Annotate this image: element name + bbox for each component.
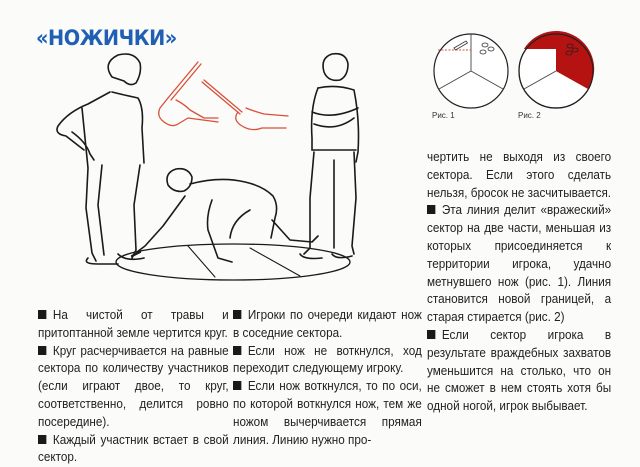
square-bullet-icon [427, 330, 435, 339]
text-column-3 [427, 149, 611, 416]
square-bullet-icon [233, 310, 241, 319]
square-bullet-icon [38, 346, 46, 355]
paragraph: Каждый участник встает в свой сектор. [38, 432, 229, 465]
article-title: «НОЖИЧКИ» [36, 26, 177, 50]
paragraph-continuation: чертить не выходя из своего сектора. Если этого сделать нельзя, бросок не засчитывается. [427, 150, 612, 200]
figure-1-label: Рис. 1 [432, 111, 455, 120]
square-bullet-icon [427, 205, 435, 214]
figure-2-label: Рис. 2 [518, 111, 541, 120]
paragraph: Если нож не воткнулся, ход переходит следующему игроку. [233, 343, 422, 376]
paragraph: Эта линия делит «вражеский» сектор на две части, меньшая из которых присоединяется к территории игрока, удачно метнувшего нож (рис. 1). Линия становится новой границей, а старая стирается (рис. 2) [427, 203, 612, 325]
text-column-1 [38, 307, 229, 467]
paragraph: Игроки по очереди кидают нож в соседние сектора. [233, 308, 422, 340]
paragraph: Если нож воткнулся, то по оси, по которой воткнулся нож, тем же ножом вычерчивается прямая линия. Линию нужно про- [233, 379, 422, 447]
figure-2-diagram [515, 30, 597, 112]
text-column-2 [233, 307, 422, 449]
paragraph: Если сектор игрока в результате враждебных захватов уменьшится на столько, что он не сможет в нем стоять хотя бы одной ногой, игрок выбывает. [427, 327, 612, 414]
figure-1-diagram [430, 30, 512, 112]
square-bullet-icon [233, 381, 241, 390]
paragraph: Круг расчерчивается на равные сектора по количеству участников (если играют двое, то круг, соответственно, делится ровно посередине). [38, 343, 229, 429]
square-bullet-icon [38, 310, 46, 319]
square-bullet-icon [233, 346, 241, 355]
paragraph: На чистой от травы и притоптанной земле чертится круг. [38, 308, 229, 340]
square-bullet-icon [38, 435, 46, 444]
